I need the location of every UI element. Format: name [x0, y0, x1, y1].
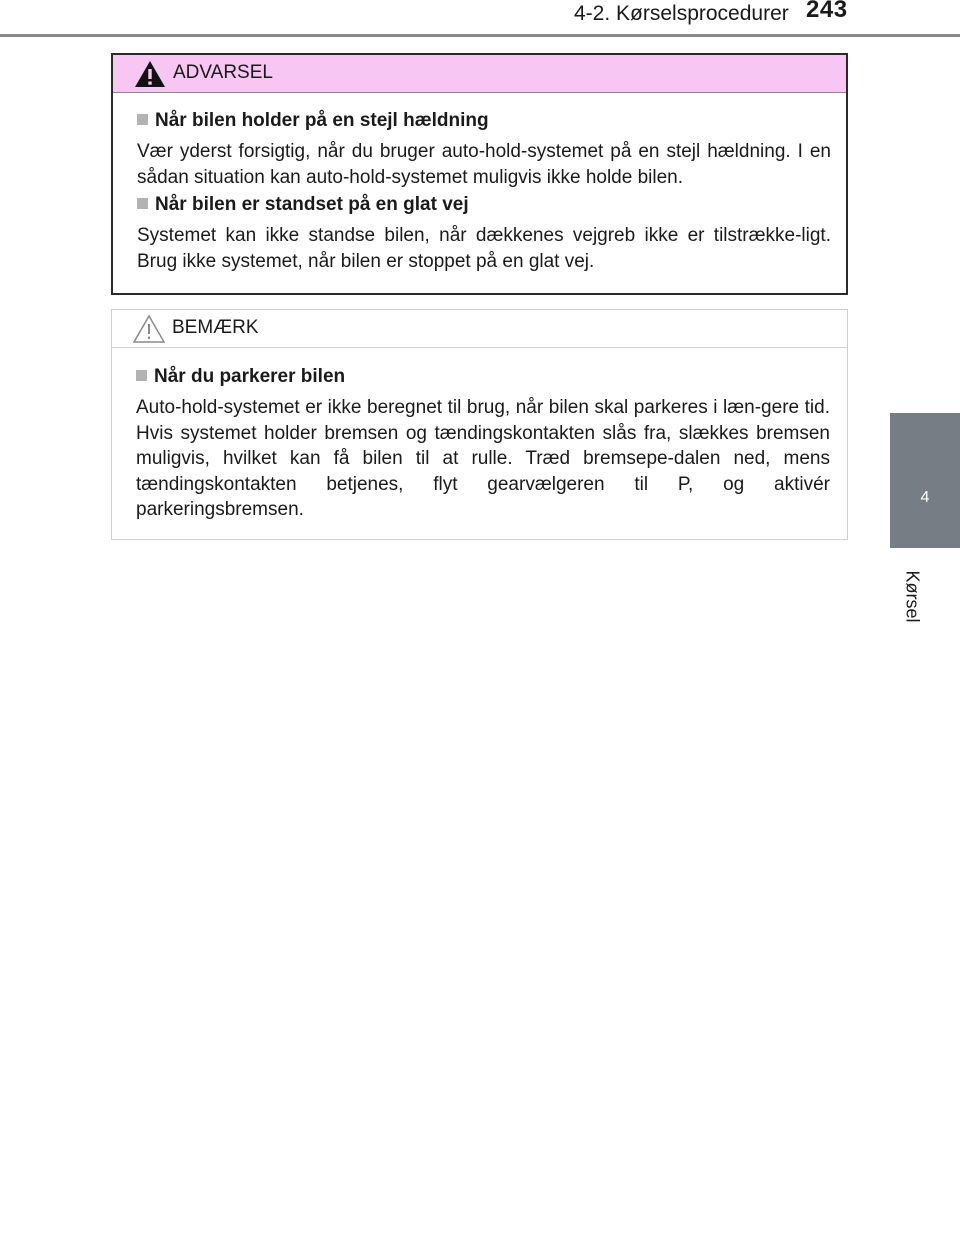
page-number: 243: [806, 0, 848, 23]
warning-item-text: Vær yderst forsigtig, når du bruger auto-hold-systemet på en stejl hældning. I en sådan situation kan auto-hold-systemet muligvis ikke holde bilen.: [137, 141, 831, 188]
square-bullet-icon: [137, 198, 148, 209]
notice-header: [112, 310, 847, 348]
chapter-label: Kørsel: [902, 570, 923, 623]
square-bullet-icon: [136, 370, 147, 381]
chapter-number: 4: [920, 489, 930, 506]
notice-item-text: Auto-hold-systemet er ikke beregnet til brug, når bilen skal parkeres i læn-gere tid. Hvis systemet holder bremsen og tændingskontakten slås fra, slækkes bremsen muligvis, hvilket kan få bilen til at rulle. Træd bremsepe-dalen ned, mens tændingskontakten betjenes, flyt gearvælgeren til P, og aktivér parkeringsbremsen.: [136, 397, 830, 520]
square-bullet-icon: [137, 114, 148, 125]
notice-box: [111, 309, 848, 540]
warning-item-text: Systemet kan ikke standse bilen, når dækkenes vejgreb ikke er tilstrække-ligt. Brug ikke systemet, når bilen er stoppet på en glat vej.: [137, 225, 831, 272]
warning-triangle-icon: [133, 59, 167, 89]
warning-item-title-text: Når bilen er standset på en glat vej: [155, 194, 469, 215]
warning-header: [113, 55, 846, 93]
header-divider: [0, 34, 960, 37]
warning-item-title: [137, 110, 489, 132]
warning-box: [111, 53, 848, 295]
warning-label: ADVARSEL: [173, 62, 273, 83]
chapter-tab: [890, 413, 960, 548]
notice-label: BEMÆRK: [172, 317, 259, 338]
caution-triangle-icon: [132, 314, 166, 344]
section-title: 4-2. Kørselsprocedurer: [574, 2, 789, 25]
warning-item-title-text: Når bilen holder på en stejl hældning: [155, 110, 489, 131]
notice-item-title-text: Når du parkerer bilen: [154, 366, 346, 387]
notice-item-title: [136, 366, 345, 388]
warning-item-title: [137, 194, 469, 216]
